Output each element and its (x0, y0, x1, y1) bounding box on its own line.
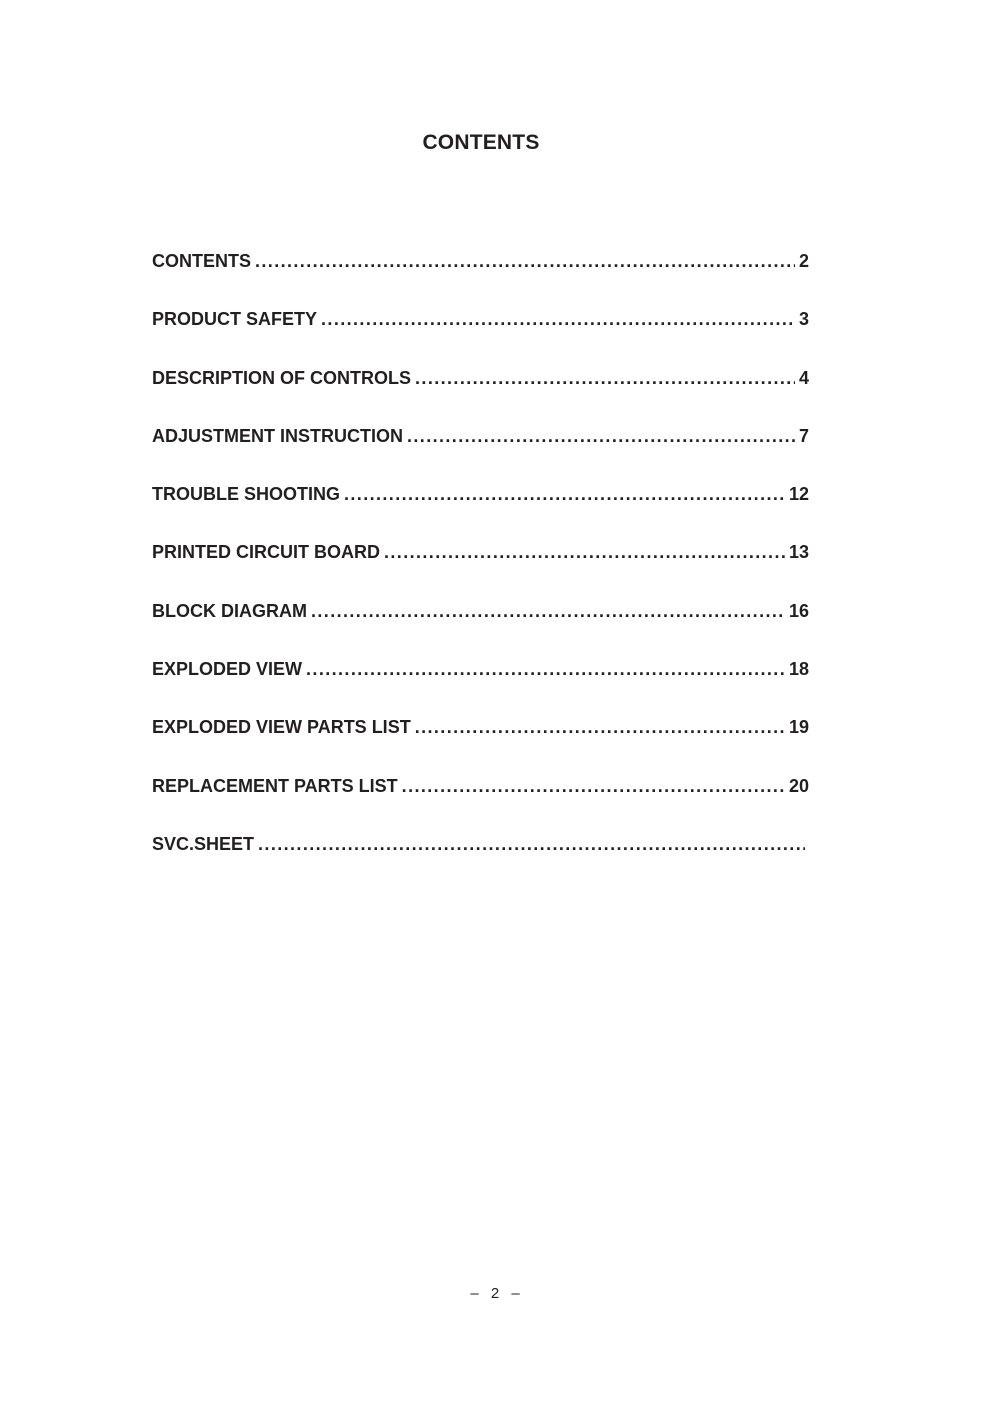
toc-entry-svc-sheet[interactable] (152, 834, 809, 892)
toc-entry-page: 4 (798, 367, 809, 388)
toc-dot-leader (402, 776, 785, 797)
toc-entry-page: 2 (798, 251, 809, 271)
toc-dot-leader (258, 834, 805, 855)
toc-dot-leader (306, 659, 785, 680)
toc-entry-page: 18 (788, 659, 809, 680)
toc-dot-leader (415, 368, 795, 389)
toc-dot-leader (321, 309, 795, 330)
toc-entry-label: DESCRIPTION OF CONTROLS (152, 367, 412, 388)
toc-entry-replacement-parts-list[interactable] (152, 776, 809, 834)
toc-entry-product-safety[interactable] (152, 309, 809, 367)
toc-entry-label: PRODUCT SAFETY (152, 309, 318, 330)
toc-entry-label: EXPLODED VIEW (152, 659, 303, 680)
toc-entry-trouble-shooting[interactable] (152, 484, 809, 542)
toc-dot-leader (384, 542, 785, 563)
toc-entry-block-diagram[interactable] (152, 601, 809, 659)
toc-entry-label: BLOCK DIAGRAM (152, 600, 307, 621)
toc-entry-adjustment-instruction[interactable] (152, 426, 809, 484)
toc-entry-label: TROUBLE SHOOTING (152, 484, 340, 505)
page-title: CONTENTS (422, 131, 540, 154)
toc-entry-exploded-view-parts-list[interactable] (152, 717, 809, 775)
toc-entry-page: 3 (798, 309, 809, 330)
toc-dot-leader (344, 484, 785, 505)
toc-dot-leader (415, 717, 785, 738)
toc-entry-label: SVC.SHEET (152, 833, 255, 854)
toc-entry-page: 19 (788, 717, 809, 738)
toc-entry-label: CONTENTS (152, 251, 251, 271)
toc-dot-leader (407, 426, 795, 447)
toc-entry-page: 20 (788, 775, 809, 796)
toc-entry-contents[interactable] (152, 251, 809, 309)
toc-entry-page: 7 (798, 425, 809, 446)
table-of-contents (152, 251, 809, 892)
toc-entry-page: 13 (788, 542, 809, 563)
toc-dot-leader (255, 251, 795, 272)
toc-entry-page: 16 (788, 600, 809, 621)
toc-entry-page: 12 (788, 484, 809, 505)
toc-entry-printed-circuit-board[interactable] (152, 542, 809, 600)
page-number: – 2 – (470, 1285, 524, 1302)
toc-entry-label: ADJUSTMENT INSTRUCTION (152, 425, 403, 446)
toc-entry-description-of-controls[interactable] (152, 368, 809, 426)
toc-entry-label: PRINTED CIRCUIT BOARD (152, 542, 380, 563)
toc-dot-leader (311, 601, 785, 622)
toc-entry-exploded-view[interactable] (152, 659, 809, 717)
toc-entry-label: EXPLODED VIEW PARTS LIST (152, 717, 411, 738)
toc-entry-label: REPLACEMENT PARTS LIST (152, 775, 398, 796)
